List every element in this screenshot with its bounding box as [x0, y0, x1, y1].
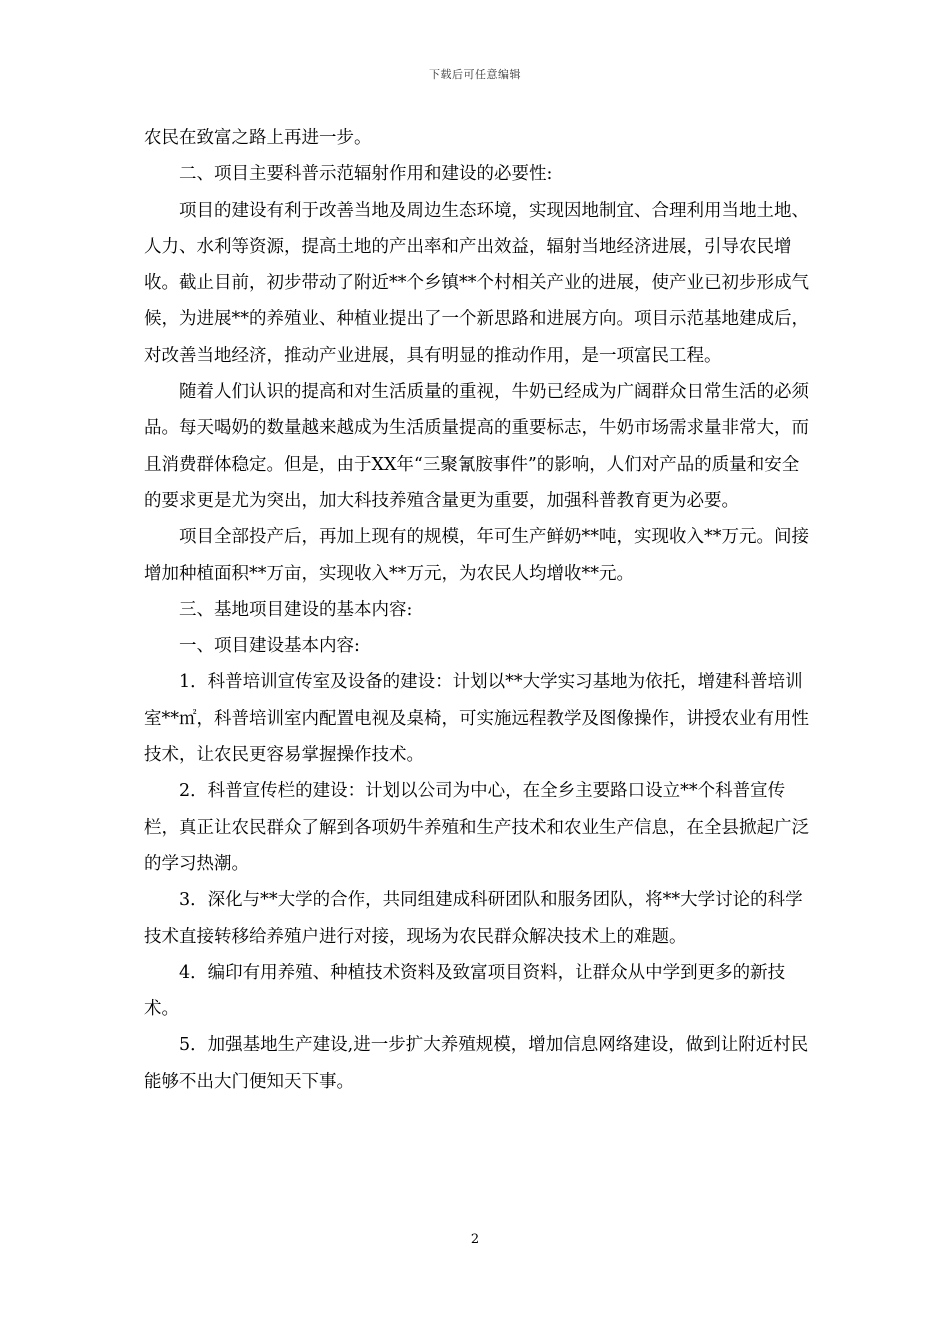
list-item: 1．科普培训宣传室及设备的建设：计划以**大学实习基地为依托，增建科普培训室**㎡，科普培训室内配置电视及桌椅，可实施远程教学及图像操作，讲授农业有用性技术，让农民更容易掌握操作技术。 — [144, 672, 809, 766]
paragraph: 随着人们认识的提高和对生活质量的重视，牛奶已经成为广阔群众日常生活的必须品。每天喝奶的数量越来越成为生活质量提高的重要标志，牛奶市场需求量非常大，而且消费群体稳定。但是，由于XX年“三聚氰胺事件”的影响，人们对产品的质量和安全的要求更是尤为突出，加大科技养殖含量更为重要，加强科普教育更为必要。 — [144, 382, 809, 511]
section-heading: 二、项目主要科普示范辐射作用和建设的必要性: — [179, 164, 553, 185]
list-item: 4．编印有用养殖、种植技术资料及致富项目资料，让群众从中学到更多的新技术。 — [144, 962, 786, 1020]
list-item: 2．科普宣传栏的建设：计划以公司为中心，在全乡主要路口设立**个科普宣传栏，真正让农民群众了解到各项奶牛养殖和生产技术和农业生产信息，在全县掀起广泛的学习热潮。 — [144, 781, 809, 874]
section-heading: 一、项目建设基本内容: — [179, 636, 360, 657]
paragraph: 项目全部投产后，再加上现有的规模，年可生产鲜奶**吨，实现收入**万元。间接增加种植面积**万亩，实现收入**万元，为农民人均增收**元。 — [144, 527, 809, 584]
document-body — [144, 120, 810, 1100]
paragraph: 农民在致富之路上再进一步。 — [144, 128, 372, 148]
section-heading: 三、基地项目建设的基本内容: — [179, 599, 413, 620]
list-item: 3．深化与**大学的合作，共同组建成科研团队和服务团队，将**大学讨论的科学技术直接转移给养殖户进行对接，现场为农民群众解决技术上的难题。 — [144, 890, 803, 947]
list-item: 5．加强基地生产建设,进一步扩大养殖规模，增加信息网络建设，做到让附近村民能够不出大门便知天下事。 — [144, 1035, 809, 1092]
page-number: 2 — [470, 1232, 480, 1247]
page-header-note: 下载后可任意编辑 — [429, 68, 521, 81]
paragraph: 项目的建设有利于改善当地及周边生态环境，实现因地制宜、合理利用当地土地、人力、水利等资源，提高土地的产出率和产出效益，辐射当地经济进展，引导农民增收。截止目前，初步带动了附近**个乡镇**个村相关产业的进展，使产业已初步形成气候，为进展**的养殖业、种植业提出了一个新思路和进展方向。项目示范基地建成后，对改善当地经济，推动产业进展，具有明显的推动作用，是一项富民工程。 — [144, 200, 809, 366]
